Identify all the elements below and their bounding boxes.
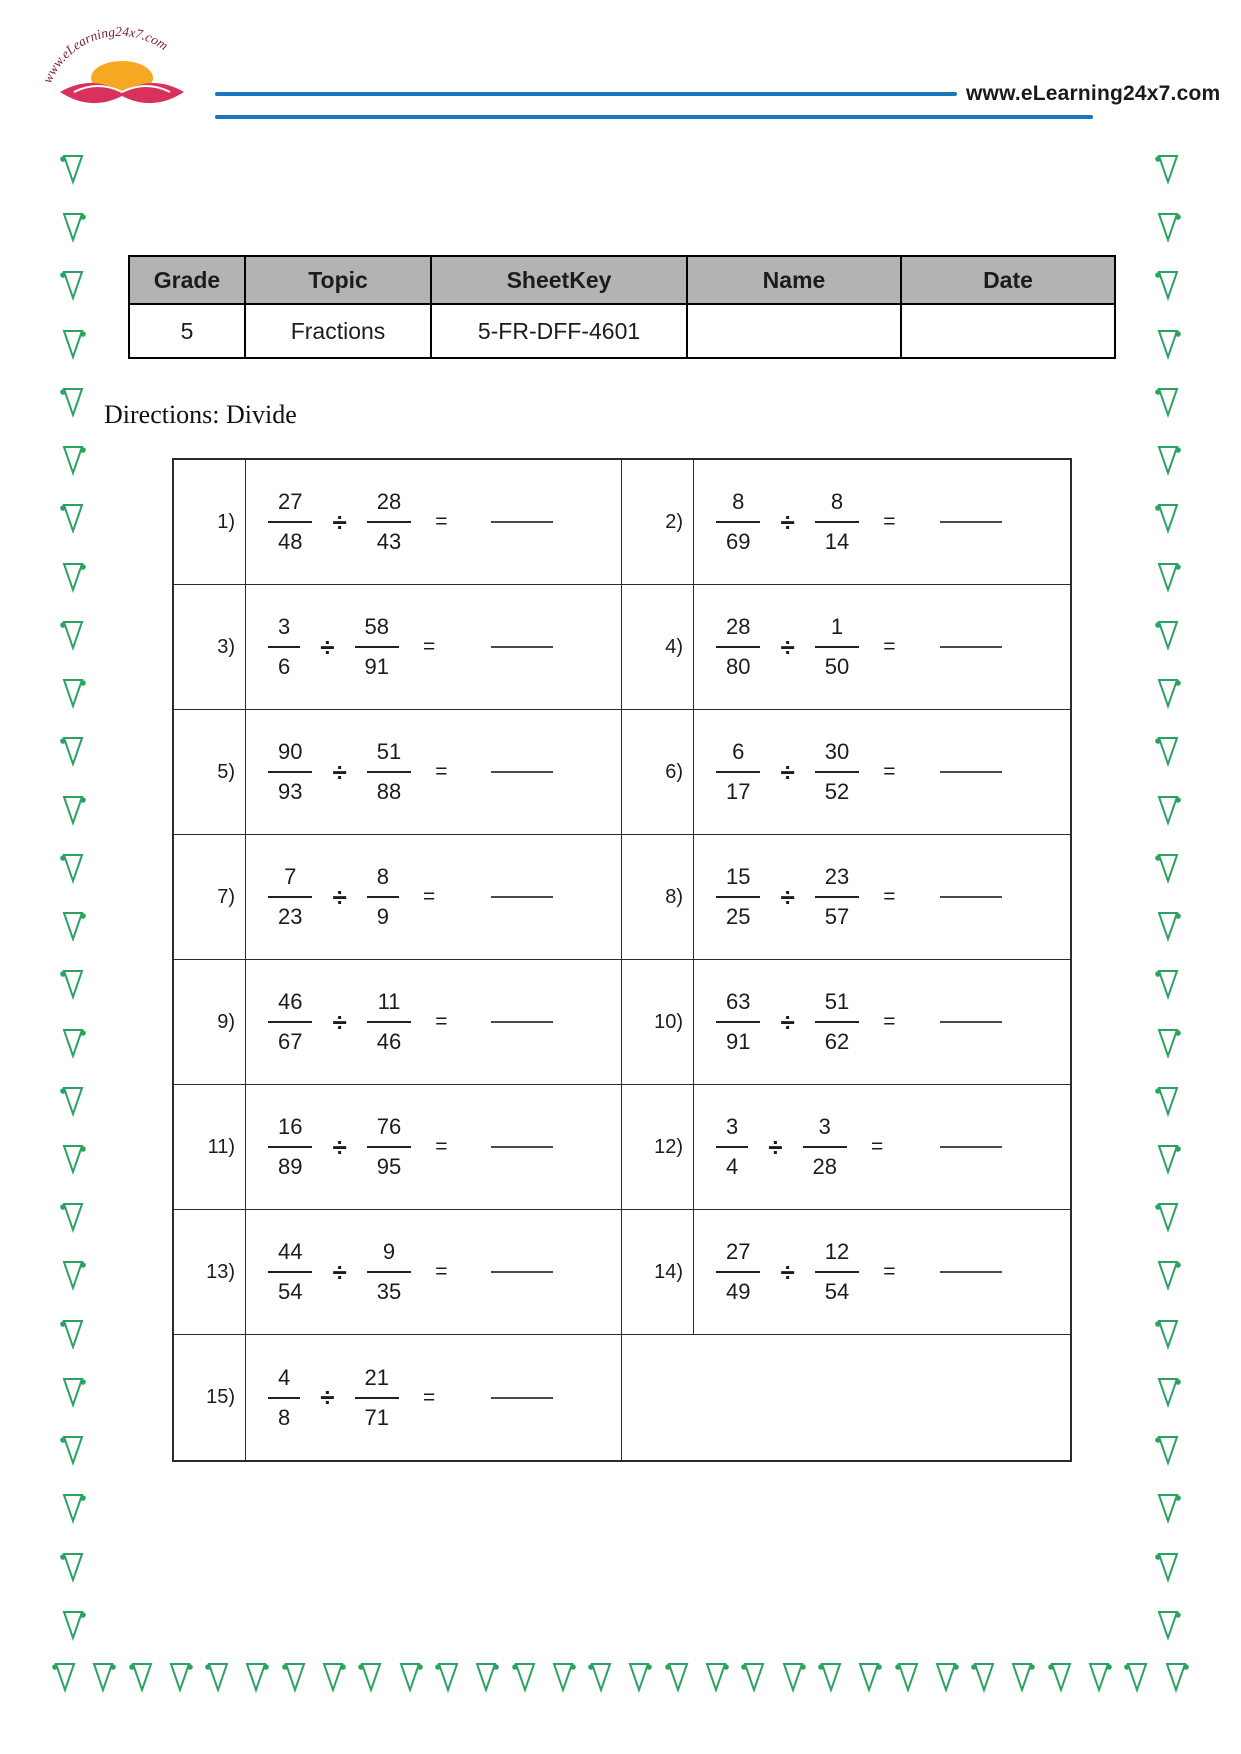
border-ornament — [129, 1658, 155, 1694]
border-ornament — [60, 1431, 86, 1467]
equals-sign: = — [883, 1260, 896, 1283]
denominator: 4 — [726, 1154, 739, 1179]
equals-sign: = — [423, 635, 436, 658]
problem-cell-4 — [622, 585, 1070, 710]
denominator: 91 — [726, 1029, 751, 1054]
numerator: 9 — [367, 1237, 411, 1273]
border-ornament — [512, 1658, 538, 1694]
fraction-dividend — [268, 737, 312, 807]
equals-sign: = — [883, 760, 896, 783]
fraction-dividend — [268, 1363, 300, 1433]
denominator: 95 — [376, 1154, 402, 1179]
fraction-divisor — [815, 862, 859, 932]
problem-number: 6) — [622, 710, 694, 834]
border-ornament — [60, 1082, 86, 1118]
numerator: 51 — [815, 987, 859, 1023]
border-ornament — [1155, 150, 1181, 186]
problem-expression — [246, 835, 621, 959]
fraction-divisor — [367, 1237, 411, 1307]
border-ornament — [1086, 1658, 1112, 1694]
border-ornament — [1155, 1373, 1181, 1409]
denominator: 17 — [726, 779, 751, 804]
answer-blank — [491, 1397, 553, 1399]
problem-number: 5) — [174, 710, 246, 834]
problem-cell-11 — [174, 1085, 622, 1210]
problem-number: 15) — [174, 1335, 246, 1460]
numerator: 6 — [716, 737, 760, 773]
denominator: 67 — [278, 1029, 303, 1054]
border-ornament — [1155, 965, 1181, 1001]
numerator: 58 — [355, 612, 399, 648]
answer-blank — [491, 771, 553, 773]
border-ornament — [1009, 1658, 1035, 1694]
equals-sign: = — [883, 1010, 896, 1033]
border-ornament — [60, 441, 86, 477]
answer-blank — [491, 1146, 553, 1148]
divide-icon: ÷ — [320, 631, 335, 662]
divide-icon: ÷ — [332, 756, 347, 787]
border-ornament — [1155, 499, 1181, 535]
equals-sign: = — [883, 885, 896, 908]
fraction-divisor — [367, 987, 411, 1057]
problem-cell-1 — [174, 460, 622, 585]
border-ornament — [1155, 674, 1181, 710]
logo-arc-text: www.eLearning24x7.com — [39, 23, 171, 86]
divide-icon: ÷ — [332, 1131, 347, 1162]
border-ornament — [60, 325, 86, 361]
fraction-divisor — [367, 862, 399, 932]
numerator: 8 — [815, 487, 859, 523]
equals-sign: = — [883, 510, 896, 533]
border-ornament — [397, 1658, 423, 1694]
denominator: 69 — [726, 529, 751, 554]
equals-sign: = — [883, 635, 896, 658]
border-ornament — [1155, 1198, 1181, 1234]
border-ornament — [1155, 325, 1181, 361]
border-ornament — [1155, 1548, 1181, 1584]
denominator: 71 — [364, 1404, 390, 1430]
border-ornament — [1155, 383, 1181, 419]
numerator: 3 — [268, 612, 300, 648]
equals-sign: = — [435, 1010, 448, 1033]
problem-expression — [694, 835, 1070, 959]
divide-icon: ÷ — [320, 1382, 335, 1412]
answer-blank — [940, 646, 1002, 648]
border-ornament — [60, 965, 86, 1001]
denominator: 89 — [278, 1154, 303, 1179]
border-ornament — [780, 1658, 806, 1694]
denominator: 91 — [364, 654, 390, 679]
border-ornament — [1163, 1658, 1189, 1694]
border-ornament — [1155, 732, 1181, 768]
border-ornament — [52, 1658, 78, 1694]
numerator: 27 — [716, 1237, 760, 1273]
numerator: 16 — [268, 1112, 312, 1148]
divide-icon: ÷ — [332, 881, 347, 912]
problem-number: 10) — [622, 960, 694, 1084]
denominator: 62 — [824, 1029, 850, 1054]
fraction-dividend — [268, 487, 312, 557]
empty-cell — [622, 1335, 1070, 1460]
border-ornament — [703, 1658, 729, 1694]
border-ornament — [626, 1658, 652, 1694]
problem-cell-3 — [174, 585, 622, 710]
divide-icon: ÷ — [780, 631, 795, 662]
problem-cell-8 — [622, 835, 1070, 960]
info-value-row — [129, 304, 1115, 358]
denominator: 48 — [278, 529, 303, 554]
border-ornament — [818, 1658, 844, 1694]
problem-cell-15 — [174, 1335, 622, 1460]
answer-blank — [491, 1271, 553, 1273]
problem-number: 11) — [174, 1085, 246, 1209]
border-ornament — [1155, 1489, 1181, 1525]
answer-blank — [491, 646, 553, 648]
border-ornament — [550, 1658, 576, 1694]
border-ornament — [665, 1658, 691, 1694]
border-ornament — [90, 1658, 116, 1694]
value-name — [687, 304, 901, 358]
problem-cell-13 — [174, 1210, 622, 1335]
border-ornament — [205, 1658, 231, 1694]
border-ornament — [60, 1315, 86, 1351]
border-ornament — [1155, 1024, 1181, 1060]
border-ornament — [588, 1658, 614, 1694]
value-sheetkey: 5-FR-DFF-4601 — [431, 304, 687, 358]
problem-cell-7 — [174, 835, 622, 960]
border-ornament — [60, 499, 86, 535]
numerator: 3 — [803, 1112, 847, 1148]
elearning-logo — [34, 4, 209, 129]
numerator: 1 — [815, 612, 859, 648]
answer-blank — [940, 1146, 1002, 1148]
fraction-divisor — [367, 1112, 411, 1182]
border-ornament — [320, 1658, 346, 1694]
answer-blank — [491, 896, 553, 898]
fraction-dividend — [268, 1237, 312, 1307]
header-grade: Grade — [129, 256, 245, 304]
denominator: 50 — [824, 654, 850, 679]
fraction-divisor — [355, 1363, 399, 1433]
problem-number: 14) — [622, 1210, 694, 1334]
denominator: 88 — [376, 779, 402, 804]
problem-cell-9 — [174, 960, 622, 1085]
logo-graphic — [34, 4, 209, 129]
border-ornament — [60, 616, 86, 652]
answer-blank — [940, 1271, 1002, 1273]
border-ornament — [60, 150, 86, 186]
divide-icon: ÷ — [332, 506, 347, 537]
border-ornament — [1155, 849, 1181, 885]
border-ornament — [60, 1140, 86, 1176]
problem-expression — [246, 1335, 621, 1460]
border-ornament — [243, 1658, 269, 1694]
fraction-dividend — [716, 862, 760, 932]
border-ornament — [1155, 1315, 1181, 1351]
problem-expression — [246, 460, 621, 584]
fraction-dividend — [268, 862, 312, 932]
denominator: 54 — [278, 1279, 303, 1304]
website-text: www.eLearning24x7.com — [966, 82, 1221, 105]
problem-number: 9) — [174, 960, 246, 1084]
problem-cell-5 — [174, 710, 622, 835]
problem-cell-14 — [622, 1210, 1070, 1335]
fraction-dividend — [716, 1237, 760, 1307]
numerator: 27 — [268, 487, 312, 523]
denominator: 8 — [278, 1404, 291, 1430]
numerator: 76 — [367, 1112, 411, 1148]
equals-sign: = — [435, 1260, 448, 1283]
header-name: Name — [687, 256, 901, 304]
border-ornament — [1155, 208, 1181, 244]
problem-expression — [246, 1210, 621, 1334]
problem-cell-2 — [622, 460, 1070, 585]
border-ornament — [741, 1658, 767, 1694]
equals-sign: = — [435, 510, 448, 533]
border-ornament — [856, 1658, 882, 1694]
border-ornament — [358, 1658, 384, 1694]
value-topic: Fractions — [245, 304, 431, 358]
fraction-dividend — [268, 612, 300, 682]
numerator: 30 — [815, 737, 859, 773]
divide-icon: ÷ — [768, 1131, 783, 1162]
value-date — [901, 304, 1115, 358]
border-ornament — [933, 1658, 959, 1694]
problem-number: 13) — [174, 1210, 246, 1334]
denominator: 80 — [726, 654, 751, 679]
equals-sign: = — [435, 760, 448, 783]
fraction-dividend — [716, 1112, 748, 1182]
border-ornament — [60, 266, 86, 302]
border-ornament — [895, 1658, 921, 1694]
border-ornament — [60, 1489, 86, 1525]
border-ornament — [1155, 266, 1181, 302]
header-date: Date — [901, 256, 1115, 304]
border-ornament — [1155, 1082, 1181, 1118]
numerator: 7 — [268, 862, 312, 898]
fraction-divisor — [815, 1237, 859, 1307]
info-header-row — [129, 256, 1115, 304]
decorative-border-bottom — [52, 1652, 1189, 1700]
denominator: 9 — [376, 904, 390, 929]
border-ornament — [473, 1658, 499, 1694]
fraction-divisor — [803, 1112, 847, 1182]
problem-expression — [694, 460, 1070, 584]
border-ornament — [60, 791, 86, 827]
answer-blank — [940, 1021, 1002, 1023]
problem-number: 3) — [174, 585, 246, 709]
header-sheetkey: SheetKey — [431, 256, 687, 304]
blue-rule-top — [215, 92, 957, 96]
border-ornament — [60, 849, 86, 885]
problems-table — [172, 458, 1072, 1462]
border-ornament — [1155, 441, 1181, 477]
numerator: 44 — [268, 1237, 312, 1273]
border-ornament — [1155, 791, 1181, 827]
border-ornament — [60, 907, 86, 943]
border-ornament — [60, 1548, 86, 1584]
border-ornament — [1155, 1256, 1181, 1292]
numerator: 8 — [367, 862, 399, 898]
answer-blank — [940, 771, 1002, 773]
fraction-dividend — [716, 487, 760, 557]
border-ornament — [60, 558, 86, 594]
border-ornament — [1048, 1658, 1074, 1694]
fraction-divisor — [367, 487, 411, 557]
fraction-divisor — [815, 737, 859, 807]
numerator: 8 — [716, 487, 760, 523]
decorative-border-right — [1150, 150, 1186, 1642]
answer-blank — [940, 896, 1002, 898]
equals-sign: = — [423, 885, 436, 908]
problem-number: 7) — [174, 835, 246, 959]
border-ornament — [60, 1198, 86, 1234]
fraction-dividend — [716, 987, 760, 1057]
problem-number: 1) — [174, 460, 246, 584]
problem-cell-10 — [622, 960, 1070, 1085]
numerator: 3 — [716, 1112, 748, 1148]
denominator: 52 — [824, 779, 850, 804]
border-ornament — [1155, 1431, 1181, 1467]
blue-rule-bottom — [215, 115, 1093, 119]
border-ornament — [167, 1658, 193, 1694]
equals-sign: = — [871, 1135, 884, 1158]
divide-icon: ÷ — [780, 881, 795, 912]
border-ornament — [1155, 616, 1181, 652]
equals-sign: = — [435, 1135, 448, 1158]
problem-expression — [694, 1210, 1070, 1334]
denominator: 49 — [726, 1279, 751, 1304]
problem-expression — [694, 710, 1070, 834]
numerator: 51 — [367, 737, 411, 773]
border-ornament — [60, 1024, 86, 1060]
border-ornament — [60, 732, 86, 768]
problem-cell-12 — [622, 1085, 1070, 1210]
divide-icon: ÷ — [332, 1256, 347, 1287]
problem-expression — [246, 1085, 621, 1209]
border-ornament — [282, 1658, 308, 1694]
border-ornament — [1155, 1606, 1181, 1642]
border-ornament — [60, 1256, 86, 1292]
denominator: 93 — [278, 779, 303, 804]
problem-number: 12) — [622, 1085, 694, 1209]
fraction-divisor — [815, 987, 859, 1057]
decorative-border-left — [55, 150, 91, 1642]
denominator: 35 — [376, 1279, 402, 1304]
border-ornament — [60, 383, 86, 419]
numerator: 23 — [815, 862, 859, 898]
denominator: 6 — [278, 654, 291, 679]
numerator: 4 — [268, 1363, 300, 1399]
fraction-dividend — [268, 1112, 312, 1182]
problem-expression — [694, 585, 1070, 709]
divide-icon: ÷ — [780, 1006, 795, 1037]
problem-expression — [694, 960, 1070, 1084]
fraction-dividend — [716, 737, 760, 807]
equals-sign: = — [423, 1385, 436, 1409]
problem-number: 2) — [622, 460, 694, 584]
numerator: 11 — [367, 987, 411, 1023]
problem-cell-6 — [622, 710, 1070, 835]
denominator: 43 — [376, 529, 402, 554]
answer-blank — [940, 521, 1002, 523]
border-ornament — [60, 674, 86, 710]
divide-icon: ÷ — [780, 756, 795, 787]
header-topic: Topic — [245, 256, 431, 304]
problem-expression — [246, 585, 621, 709]
border-ornament — [1124, 1658, 1150, 1694]
border-ornament — [971, 1658, 997, 1694]
numerator: 63 — [716, 987, 760, 1023]
problem-expression — [246, 710, 621, 834]
border-ornament — [1155, 558, 1181, 594]
answer-blank — [491, 1021, 553, 1023]
answer-blank — [491, 521, 553, 523]
divide-icon: ÷ — [780, 506, 795, 537]
fraction-divisor — [367, 737, 411, 807]
border-ornament — [435, 1658, 461, 1694]
problem-expression — [694, 1085, 1070, 1209]
problem-number: 8) — [622, 835, 694, 959]
divide-icon: ÷ — [332, 1006, 347, 1037]
problem-number: 4) — [622, 585, 694, 709]
border-ornament — [60, 1373, 86, 1409]
denominator: 28 — [812, 1154, 838, 1179]
numerator: 15 — [716, 862, 760, 898]
numerator: 28 — [716, 612, 760, 648]
border-ornament — [1155, 1140, 1181, 1176]
numerator: 90 — [268, 737, 312, 773]
denominator: 23 — [278, 904, 303, 929]
value-grade: 5 — [129, 304, 245, 358]
denominator: 25 — [726, 904, 751, 929]
fraction-divisor — [815, 487, 859, 557]
border-ornament — [1155, 907, 1181, 943]
denominator: 57 — [824, 904, 850, 929]
numerator: 28 — [367, 487, 411, 523]
border-ornament — [60, 1606, 86, 1642]
fraction-divisor — [355, 612, 399, 682]
numerator: 46 — [268, 987, 312, 1023]
numerator: 21 — [355, 1363, 399, 1399]
denominator: 46 — [376, 1029, 402, 1054]
problem-expression — [246, 960, 621, 1084]
worksheet-info-table — [128, 255, 1116, 359]
divide-icon: ÷ — [780, 1256, 795, 1287]
denominator: 14 — [824, 529, 850, 554]
denominator: 54 — [824, 1279, 850, 1304]
fraction-dividend — [716, 612, 760, 682]
fraction-divisor — [815, 612, 859, 682]
fraction-dividend — [268, 987, 312, 1057]
border-ornament — [60, 208, 86, 244]
numerator: 12 — [815, 1237, 859, 1273]
directions-text: Directions: Divide — [104, 400, 297, 429]
